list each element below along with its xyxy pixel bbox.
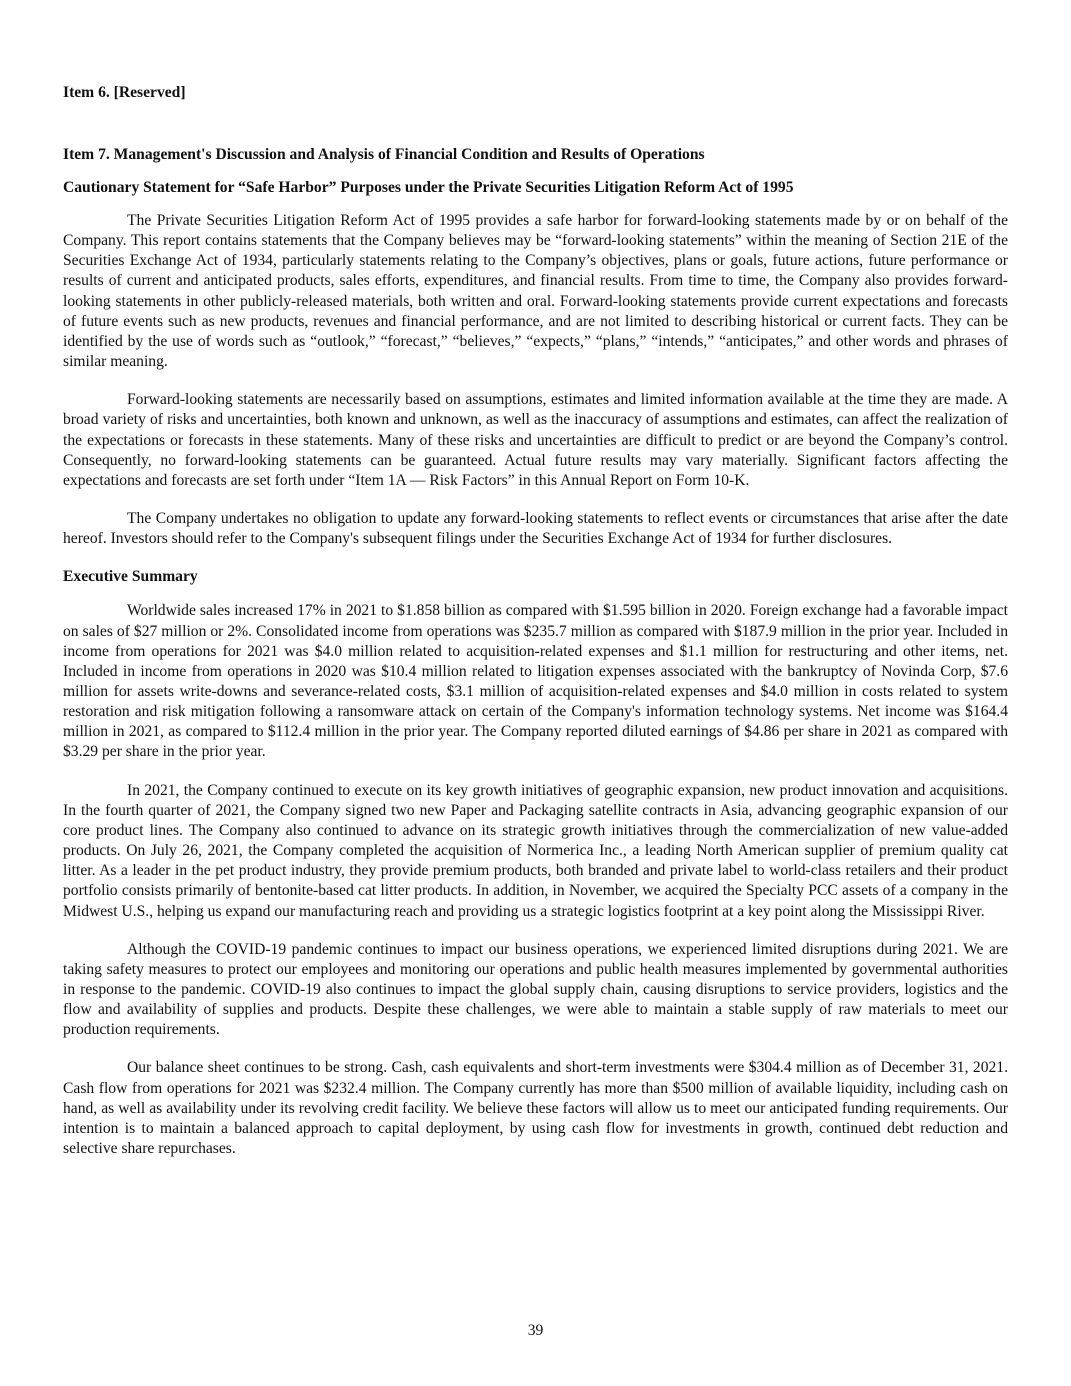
- safe-harbor-heading: Cautionary Statement for “Safe Harbor” Purposes under the Private Securities Litigation Reform Act of 1995: [63, 179, 794, 196]
- item-7-heading: Item 7. Management's Discussion and Analysis of Financial Condition and Results of Operations: [63, 146, 705, 163]
- executive-summary-heading: Executive Summary: [63, 568, 198, 586]
- executive-summary-paragraph: In 2021, the Company continued to execute on its key growth initiatives of geographic expansion, new product innovation and acquisitions. In the fourth quarter of 2021, the Company signed two new Paper and Packaging satellite contracts in Asia, advancing geographic expansion of our core product lines. The Company also continued to advance on its strategic growth initiatives through the commercialization of new value-added products. On July 26, 2021, the Company completed the acquisition of Normerica Inc., a leading North American supplier of premium quality cat litter. As a leader in the pet product industry, they provide premium products, both branded and private label to world-class retailers and their product portfolio consists primarily of bentonite-based cat litter products. In addition, in November, we acquired the Specialty PCC assets of a company in the Midwest U.S., helping us expand our manufacturing reach and providing us a strategic logistics footprint at a key point along the Mississippi River.: [63, 781, 1008, 920]
- item-6-heading: Item 6. [Reserved]: [63, 84, 186, 101]
- safe-harbor-paragraph: The Private Securities Litigation Reform Act of 1995 provides a safe harbor for forward-looking statements made by or on behalf of the Company. This report contains statements that the Company believes may be “forward-looking statements” within the meaning of Section 21E of the Securities Exchange Act of 1934, particularly statements relating to the Company’s objectives, plans or goals, future actions, future performance or results of current and anticipated products, sales efforts, expenditures, and financial results. From time to time, the Company also provides forward-looking statements in other publicly-released materials, both written and oral. Forward-looking statements provide current expectations and forecasts of future events such as new products, revenues and financial performance, and are not limited to describing historical or current facts. They can be identified by the use of words such as “outlook,” “forecast,” “believes,” “expects,” “plans,” “intends,” “anticipates,” and other words and phrases of similar meaning.: [63, 212, 1008, 371]
- executive-summary-paragraph: Although the COVID-19 pandemic continues to impact our business operations, we experienced limited disruptions during 2021. We are taking safety measures to protect our employees and monitoring our operations and public health measures implemented by governmental authorities in response to the pandemic. COVID-19 also continues to impact the global supply chain, causing disruptions to service providers, logistics and the flow and availability of supplies and products. Despite these challenges, we were able to maintain a stable supply of raw materials to meet our production requirements.: [63, 940, 1008, 1039]
- page-number: 39: [527, 1322, 544, 1339]
- safe-harbor-paragraph: Forward-looking statements are necessarily based on assumptions, estimates and limited information available at the time they are made. A broad variety of risks and uncertainties, both known and unknown, as well as the inaccuracy of assumptions and estimates, can affect the realization of the expectations or forecasts in these statements. Many of these risks and uncertainties are difficult to predict or are beyond the Company’s control. Consequently, no forward-looking statements can be guaranteed. Actual future results may vary materially. Significant factors affecting the expectations and forecasts are set forth under “Item 1A — Risk Factors” in this Annual Report on Form 10-K.: [63, 391, 1008, 489]
- executive-summary-paragraph: Worldwide sales increased 17% in 2021 to $1.858 billion as compared with $1.595 billion in 2020. Foreign exchange had a favorable impact on sales of $27 million or 2%. Consolidated income from operations was $235.7 million as compared with $187.9 million in the prior year. Included in income from operations for 2021 was $4.0 million related to acquisition-related expenses and $1.1 million for restructuring and other items, net. Included in income from operations in 2020 was $10.4 million related to litigation expenses associated with the bankruptcy of Novinda Corp, $7.6 million for assets write-downs and severance-related costs, $3.1 million of acquisition-related expenses and $4.0 million in costs related to system restoration and risk mitigation following a ransomware attack on certain of the Company's information technology systems. Net income was $164.4 million in 2021, as compared to $112.4 million in the prior year. The Company reported diluted earnings of $4.86 per share in 2021 as compared with $3.29 per share in the prior year.: [63, 602, 1008, 761]
- executive-summary-paragraph: Our balance sheet continues to be strong. Cash, cash equivalents and short-term investments were $304.4 million as of December 31, 2021. Cash flow from operations for 2021 was $232.4 million. The Company currently has more than $500 million of available liquidity, including cash on hand, as well as availability under its revolving credit facility. We believe these factors will allow us to meet our anticipated funding requirements. Our intention is to maintain a balanced approach to capital deployment, by using cash flow for investments in growth, continued debt reduction and selective share repurchases.: [63, 1059, 1008, 1158]
- safe-harbor-paragraph: The Company undertakes no obligation to update any forward-looking statements to reflect events or circumstances that arise after the date hereof. Investors should refer to the Company's subsequent filings under the Securities Exchange Act of 1934 for further disclosures.: [63, 510, 1008, 548]
